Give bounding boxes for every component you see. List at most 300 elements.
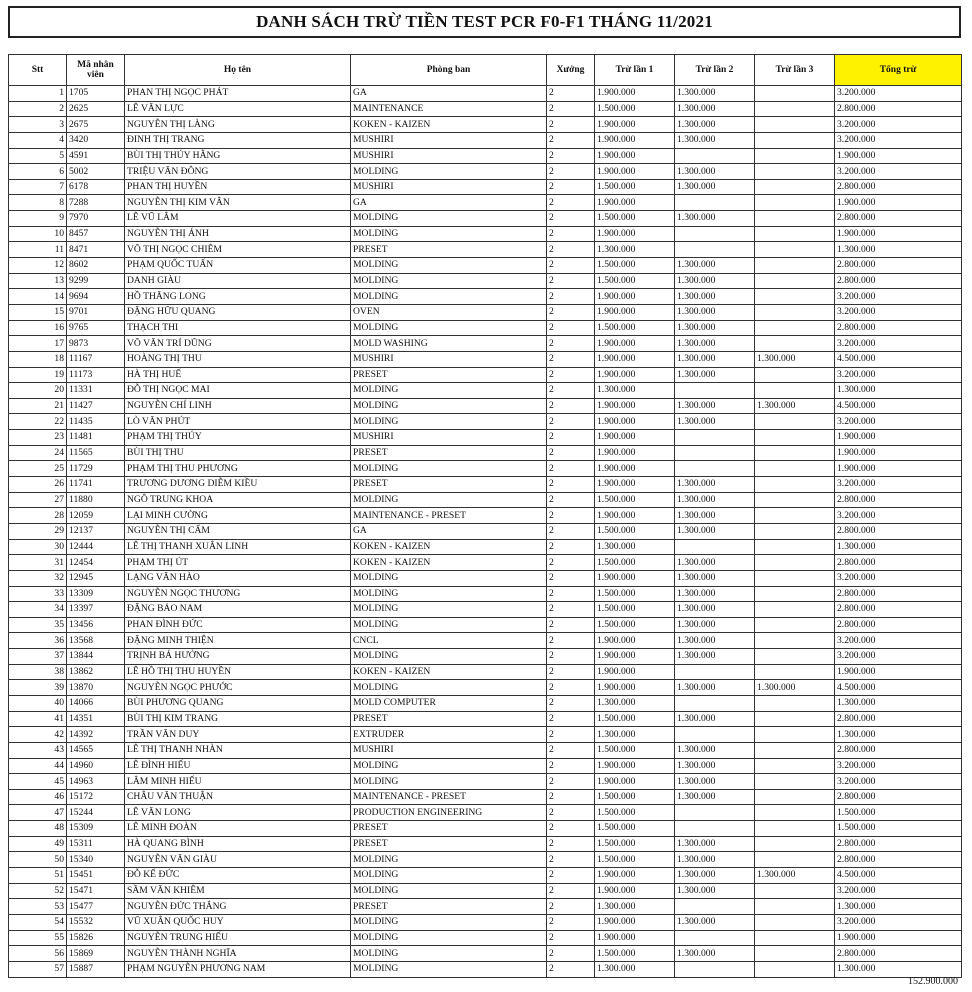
table-row xyxy=(9,430,962,446)
table-row xyxy=(9,336,962,352)
deduction-3-cell xyxy=(755,789,835,805)
deduction-2-cell: 1.300.000 xyxy=(675,742,755,758)
deduction-2-cell: 1.300.000 xyxy=(675,273,755,289)
employee-code-cell: 13397 xyxy=(67,602,125,618)
department-cell: OVEN xyxy=(351,304,547,320)
deduction-3-cell: 1.300.000 xyxy=(755,680,835,696)
deduction-3-cell xyxy=(755,649,835,665)
deduction-2-cell: 1.300.000 xyxy=(675,868,755,884)
full-name-cell: ĐINH THỊ TRANG xyxy=(125,132,351,148)
total-deduction-cell: 1.900.000 xyxy=(835,195,962,211)
full-name-cell: LÊ MINH ĐOÀN xyxy=(125,821,351,837)
deduction-2-cell xyxy=(675,539,755,555)
total-deduction-cell: 3.200.000 xyxy=(835,774,962,790)
workshop-cell: 2 xyxy=(547,398,595,414)
row-number: 35 xyxy=(9,617,67,633)
employee-code-cell: 11173 xyxy=(67,367,125,383)
row-number: 46 xyxy=(9,789,67,805)
full-name-cell: NGUYỄN CHÍ LINH xyxy=(125,398,351,414)
table-row xyxy=(9,617,962,633)
deduction-1-cell: 1.900.000 xyxy=(595,304,675,320)
deduction-2-cell: 1.300.000 xyxy=(675,320,755,336)
workshop-cell: 2 xyxy=(547,539,595,555)
full-name-cell: NGUYỄN NGỌC THƯƠNG xyxy=(125,586,351,602)
deduction-2-cell: 1.300.000 xyxy=(675,398,755,414)
full-name-cell: PHAN ĐÌNH ĐỨC xyxy=(125,617,351,633)
full-name-cell: LẠNG VĂN HÀO xyxy=(125,570,351,586)
workshop-cell: 2 xyxy=(547,351,595,367)
deduction-1-cell: 1.900.000 xyxy=(595,86,675,102)
deduction-2-cell: 1.300.000 xyxy=(675,789,755,805)
table-row xyxy=(9,758,962,774)
deduction-2-cell: 1.300.000 xyxy=(675,680,755,696)
department-cell: KOKEN - KAIZEN xyxy=(351,664,547,680)
row-number: 26 xyxy=(9,477,67,493)
workshop-cell: 2 xyxy=(547,586,595,602)
row-number: 22 xyxy=(9,414,67,430)
row-number: 27 xyxy=(9,492,67,508)
full-name-cell: BÙI THỊ KIM TRANG xyxy=(125,711,351,727)
deduction-3-cell xyxy=(755,883,835,899)
full-name-cell: PHẠM QUỐC TUẤN xyxy=(125,258,351,274)
department-cell: MOLDING xyxy=(351,758,547,774)
table-row xyxy=(9,461,962,477)
deduction-2-cell xyxy=(675,195,755,211)
table-row xyxy=(9,695,962,711)
full-name-cell: PHẠM NGUYỄN PHƯƠNG NAM xyxy=(125,961,351,977)
row-number: 20 xyxy=(9,383,67,399)
employee-code-cell: 13568 xyxy=(67,633,125,649)
table-row xyxy=(9,320,962,336)
deduction-2-cell xyxy=(675,226,755,242)
department-cell: MUSHIRI xyxy=(351,351,547,367)
total-deduction-cell: 1.900.000 xyxy=(835,930,962,946)
deduction-3-cell xyxy=(755,445,835,461)
deduction-2-cell: 1.300.000 xyxy=(675,414,755,430)
table-row xyxy=(9,742,962,758)
department-cell: MOLDING xyxy=(351,492,547,508)
total-deduction-cell: 1.900.000 xyxy=(835,430,962,446)
deduction-3-cell xyxy=(755,211,835,227)
employee-code-cell: 8471 xyxy=(67,242,125,258)
table-row xyxy=(9,273,962,289)
employee-code-cell: 8457 xyxy=(67,226,125,242)
employee-code-cell: 13870 xyxy=(67,680,125,696)
deduction-2-cell: 1.300.000 xyxy=(675,211,755,227)
table-row xyxy=(9,523,962,539)
deduction-2-cell: 1.300.000 xyxy=(675,633,755,649)
deduction-1-cell: 1.500.000 xyxy=(595,617,675,633)
full-name-cell: PHẠM THỊ ÚT xyxy=(125,555,351,571)
deduction-3-cell xyxy=(755,633,835,649)
deduction-3-cell xyxy=(755,899,835,915)
total-deduction-cell: 4.500.000 xyxy=(835,868,962,884)
full-name-cell: PHẠM THỊ THÚY xyxy=(125,430,351,446)
deduction-2-cell xyxy=(675,930,755,946)
row-number: 14 xyxy=(9,289,67,305)
deduction-2-cell: 1.300.000 xyxy=(675,289,755,305)
employee-code-cell: 15172 xyxy=(67,789,125,805)
deduction-3-cell xyxy=(755,774,835,790)
employee-code-cell: 3420 xyxy=(67,132,125,148)
deduction-1-cell: 1.500.000 xyxy=(595,320,675,336)
row-number: 18 xyxy=(9,351,67,367)
table-row xyxy=(9,930,962,946)
deduction-1-cell: 1.500.000 xyxy=(595,555,675,571)
deduction-3-cell xyxy=(755,617,835,633)
deduction-1-cell: 1.900.000 xyxy=(595,774,675,790)
total-deduction-cell: 3.200.000 xyxy=(835,508,962,524)
table-row xyxy=(9,398,962,414)
table-row xyxy=(9,117,962,133)
header-row xyxy=(9,55,962,86)
department-cell: EXTRUDER xyxy=(351,727,547,743)
full-name-cell: BÙI THỊ THÚY HẰNG xyxy=(125,148,351,164)
table-body xyxy=(9,86,962,978)
department-cell: MOLDING xyxy=(351,211,547,227)
deduction-3-cell xyxy=(755,336,835,352)
deduction-2-cell xyxy=(675,148,755,164)
full-name-cell: TRỊNH BÁ HƯỞNG xyxy=(125,649,351,665)
deduction-2-cell: 1.300.000 xyxy=(675,711,755,727)
table-row xyxy=(9,789,962,805)
employee-code-cell: 12444 xyxy=(67,539,125,555)
employee-code-cell: 13862 xyxy=(67,664,125,680)
table-row xyxy=(9,492,962,508)
employee-code-cell: 15826 xyxy=(67,930,125,946)
deduction-1-cell: 1.300.000 xyxy=(595,242,675,258)
table-row xyxy=(9,101,962,117)
deduction-3-cell xyxy=(755,164,835,180)
employee-code-cell: 8602 xyxy=(67,258,125,274)
row-number: 4 xyxy=(9,132,67,148)
workshop-cell: 2 xyxy=(547,258,595,274)
row-number: 30 xyxy=(9,539,67,555)
workshop-cell: 2 xyxy=(547,789,595,805)
table-row xyxy=(9,664,962,680)
table-row xyxy=(9,148,962,164)
row-number: 12 xyxy=(9,258,67,274)
table-row xyxy=(9,445,962,461)
total-deduction-cell: 3.200.000 xyxy=(835,117,962,133)
table-header xyxy=(9,55,962,86)
total-deduction-cell: 2.800.000 xyxy=(835,101,962,117)
full-name-cell: HÀ QUANG BÌNH xyxy=(125,836,351,852)
full-name-cell: LÊ THỊ THANH XUÂN LINH xyxy=(125,539,351,555)
workshop-cell: 2 xyxy=(547,836,595,852)
deduction-1-cell: 1.900.000 xyxy=(595,883,675,899)
table-row xyxy=(9,946,962,962)
department-cell: GA xyxy=(351,86,547,102)
full-name-cell: HỒ THĂNG LONG xyxy=(125,289,351,305)
deduction-3-cell xyxy=(755,258,835,274)
department-cell: PRESET xyxy=(351,242,547,258)
total-deduction-cell: 2.800.000 xyxy=(835,946,962,962)
table-row xyxy=(9,961,962,977)
full-name-cell: SẦM VĂN KHIÊM xyxy=(125,883,351,899)
total-deduction-cell: 2.800.000 xyxy=(835,273,962,289)
row-number: 13 xyxy=(9,273,67,289)
deduction-2-cell: 1.300.000 xyxy=(675,774,755,790)
deduction-2-cell xyxy=(675,961,755,977)
total-deduction-cell: 3.200.000 xyxy=(835,86,962,102)
header-stt: Stt xyxy=(9,55,67,86)
workshop-cell: 2 xyxy=(547,523,595,539)
deduction-2-cell: 1.300.000 xyxy=(675,617,755,633)
deduction-2-cell: 1.300.000 xyxy=(675,367,755,383)
employee-code-cell: 5002 xyxy=(67,164,125,180)
department-cell: MOLDING xyxy=(351,258,547,274)
department-cell: PRESET xyxy=(351,367,547,383)
employee-code-cell: 9701 xyxy=(67,304,125,320)
deduction-2-cell: 1.300.000 xyxy=(675,946,755,962)
table-row xyxy=(9,383,962,399)
department-cell: MUSHIRI xyxy=(351,179,547,195)
table-row xyxy=(9,649,962,665)
deduction-1-cell: 1.900.000 xyxy=(595,398,675,414)
workshop-cell: 2 xyxy=(547,899,595,915)
row-number: 36 xyxy=(9,633,67,649)
row-number: 54 xyxy=(9,914,67,930)
full-name-cell: NGUYỄN NGỌC PHƯỚC xyxy=(125,680,351,696)
deduction-1-cell: 1.900.000 xyxy=(595,508,675,524)
deduction-1-cell: 1.500.000 xyxy=(595,602,675,618)
deduction-3-cell xyxy=(755,320,835,336)
deduction-3-cell xyxy=(755,430,835,446)
full-name-cell: LÊ VŨ LÂM xyxy=(125,211,351,227)
table-row xyxy=(9,226,962,242)
total-deduction-cell: 3.200.000 xyxy=(835,633,962,649)
workshop-cell: 2 xyxy=(547,226,595,242)
row-number: 43 xyxy=(9,742,67,758)
full-name-cell: ĐỖ KẾ ĐỨC xyxy=(125,868,351,884)
full-name-cell: VÕ VĂN TRÍ DŨNG xyxy=(125,336,351,352)
deduction-3-cell xyxy=(755,539,835,555)
total-deduction-cell: 2.800.000 xyxy=(835,179,962,195)
full-name-cell: BÙI THỊ THU xyxy=(125,445,351,461)
workshop-cell: 2 xyxy=(547,289,595,305)
full-name-cell: THẠCH THI xyxy=(125,320,351,336)
department-cell: MOLDING xyxy=(351,946,547,962)
full-name-cell: ĐẶNG BẢO NAM xyxy=(125,602,351,618)
total-deduction-cell: 2.800.000 xyxy=(835,258,962,274)
workshop-cell: 2 xyxy=(547,148,595,164)
employee-code-cell: 15869 xyxy=(67,946,125,962)
workshop-cell: 2 xyxy=(547,961,595,977)
deduction-1-cell: 1.500.000 xyxy=(595,523,675,539)
workshop-cell: 2 xyxy=(547,117,595,133)
full-name-cell: ĐỖ THỊ NGỌC MAI xyxy=(125,383,351,399)
department-cell: MOLDING xyxy=(351,649,547,665)
sheet-title: DANH SÁCH TRỪ TIỀN TEST PCR F0-F1 THÁNG 11/2021 xyxy=(8,6,961,38)
deduction-2-cell: 1.300.000 xyxy=(675,258,755,274)
employee-code-cell: 6178 xyxy=(67,179,125,195)
deduction-3-cell: 1.300.000 xyxy=(755,868,835,884)
workshop-cell: 2 xyxy=(547,508,595,524)
department-cell: MAINTENANCE xyxy=(351,101,547,117)
employee-code-cell: 11481 xyxy=(67,430,125,446)
row-number: 2 xyxy=(9,101,67,117)
employee-code-cell: 12137 xyxy=(67,523,125,539)
full-name-cell: NGUYỄN THÀNH NGHĨA xyxy=(125,946,351,962)
employee-code-cell: 15477 xyxy=(67,899,125,915)
department-cell: MOLD WASHING xyxy=(351,336,547,352)
table-row xyxy=(9,242,962,258)
total-deduction-cell: 3.200.000 xyxy=(835,304,962,320)
row-number: 1 xyxy=(9,86,67,102)
total-deduction-cell: 2.800.000 xyxy=(835,211,962,227)
row-number: 9 xyxy=(9,211,67,227)
table-row xyxy=(9,680,962,696)
full-name-cell: LẠI MINH CƯỜNG xyxy=(125,508,351,524)
full-name-cell: NGUYỄN TRUNG HIẾU xyxy=(125,930,351,946)
workshop-cell: 2 xyxy=(547,179,595,195)
deduction-3-cell xyxy=(755,117,835,133)
table-row xyxy=(9,477,962,493)
deduction-1-cell: 1.500.000 xyxy=(595,711,675,727)
deduction-1-cell: 1.900.000 xyxy=(595,758,675,774)
deduction-table xyxy=(8,54,962,978)
full-name-cell: PHAN THỊ NGỌC PHÁT xyxy=(125,86,351,102)
deduction-2-cell: 1.300.000 xyxy=(675,852,755,868)
deduction-1-cell: 1.900.000 xyxy=(595,649,675,665)
table-row xyxy=(9,211,962,227)
deduction-1-cell: 1.900.000 xyxy=(595,336,675,352)
row-number: 7 xyxy=(9,179,67,195)
table-row xyxy=(9,179,962,195)
full-name-cell: NGUYỄN VĂN GIÀU xyxy=(125,852,351,868)
total-deduction-cell: 1.500.000 xyxy=(835,821,962,837)
deduction-2-cell: 1.300.000 xyxy=(675,477,755,493)
deduction-1-cell: 1.900.000 xyxy=(595,680,675,696)
workshop-cell: 2 xyxy=(547,711,595,727)
table-row xyxy=(9,132,962,148)
employee-code-cell: 4591 xyxy=(67,148,125,164)
employee-code-cell: 13844 xyxy=(67,649,125,665)
row-number: 45 xyxy=(9,774,67,790)
deduction-3-cell xyxy=(755,132,835,148)
row-number: 41 xyxy=(9,711,67,727)
department-cell: MUSHIRI xyxy=(351,742,547,758)
deduction-3-cell xyxy=(755,570,835,586)
total-deduction-cell: 3.200.000 xyxy=(835,289,962,305)
employee-code-cell: 12059 xyxy=(67,508,125,524)
workshop-cell: 2 xyxy=(547,304,595,320)
row-number: 16 xyxy=(9,320,67,336)
deduction-3-cell xyxy=(755,148,835,164)
department-cell: MUSHIRI xyxy=(351,430,547,446)
deduction-3-cell xyxy=(755,946,835,962)
department-cell: MOLDING xyxy=(351,602,547,618)
full-name-cell: ĐẶNG HỮU QUANG xyxy=(125,304,351,320)
full-name-cell: NGUYỄN ĐỨC THẮNG xyxy=(125,899,351,915)
deduction-3-cell xyxy=(755,742,835,758)
total-deduction-cell: 3.200.000 xyxy=(835,570,962,586)
full-name-cell: NGUYỄN THỊ KIM VÂN xyxy=(125,195,351,211)
row-number: 19 xyxy=(9,367,67,383)
total-deduction-cell: 2.800.000 xyxy=(835,523,962,539)
deduction-1-cell: 1.900.000 xyxy=(595,445,675,461)
employee-code-cell: 15244 xyxy=(67,805,125,821)
deduction-2-cell xyxy=(675,899,755,915)
department-cell: MOLDING xyxy=(351,680,547,696)
deduction-1-cell: 1.500.000 xyxy=(595,273,675,289)
deduction-3-cell xyxy=(755,195,835,211)
row-number: 44 xyxy=(9,758,67,774)
row-number: 40 xyxy=(9,695,67,711)
total-deduction-cell: 1.300.000 xyxy=(835,539,962,555)
deduction-3-cell xyxy=(755,555,835,571)
total-deduction-cell: 1.900.000 xyxy=(835,148,962,164)
total-deduction-cell: 2.800.000 xyxy=(835,711,962,727)
deduction-1-cell: 1.300.000 xyxy=(595,727,675,743)
deduction-1-cell: 1.900.000 xyxy=(595,117,675,133)
department-cell: MOLDING xyxy=(351,914,547,930)
full-name-cell: HOÀNG THỊ THU xyxy=(125,351,351,367)
table-row xyxy=(9,258,962,274)
department-cell: MOLDING xyxy=(351,868,547,884)
total-deduction-cell: 3.200.000 xyxy=(835,336,962,352)
total-deduction-cell: 2.800.000 xyxy=(835,836,962,852)
department-cell: MOLDING xyxy=(351,570,547,586)
employee-code-cell: 15451 xyxy=(67,868,125,884)
deduction-2-cell xyxy=(675,727,755,743)
workshop-cell: 2 xyxy=(547,273,595,289)
department-cell: PRESET xyxy=(351,477,547,493)
total-deduction-cell: 2.800.000 xyxy=(835,586,962,602)
deduction-2-cell: 1.300.000 xyxy=(675,336,755,352)
department-cell: MOLDING xyxy=(351,320,547,336)
total-deduction-cell: 1.900.000 xyxy=(835,461,962,477)
row-number: 11 xyxy=(9,242,67,258)
row-number: 34 xyxy=(9,602,67,618)
table-row xyxy=(9,868,962,884)
workshop-cell: 2 xyxy=(547,492,595,508)
deduction-2-cell: 1.300.000 xyxy=(675,570,755,586)
deduction-2-cell xyxy=(675,805,755,821)
row-number: 53 xyxy=(9,899,67,915)
employee-code-cell: 11741 xyxy=(67,477,125,493)
table-row xyxy=(9,367,962,383)
total-deduction-cell: 2.800.000 xyxy=(835,789,962,805)
deduction-3-cell: 1.300.000 xyxy=(755,351,835,367)
deduction-2-cell: 1.300.000 xyxy=(675,586,755,602)
department-cell: MOLDING xyxy=(351,398,547,414)
deduction-3-cell xyxy=(755,602,835,618)
row-number: 21 xyxy=(9,398,67,414)
total-deduction-cell: 1.300.000 xyxy=(835,899,962,915)
total-deduction-cell: 1.300.000 xyxy=(835,961,962,977)
row-number: 25 xyxy=(9,461,67,477)
workshop-cell: 2 xyxy=(547,132,595,148)
deduction-1-cell: 1.300.000 xyxy=(595,695,675,711)
workshop-cell: 2 xyxy=(547,86,595,102)
department-cell: MOLDING xyxy=(351,774,547,790)
employee-code-cell: 14960 xyxy=(67,758,125,774)
deduction-1-cell: 1.900.000 xyxy=(595,226,675,242)
full-name-cell: VÕ THỊ NGỌC CHIÊM xyxy=(125,242,351,258)
department-cell: MUSHIRI xyxy=(351,148,547,164)
full-name-cell: NGUYỄN THỊ LÀNG xyxy=(125,117,351,133)
department-cell: MOLDING xyxy=(351,289,547,305)
department-cell: PRESET xyxy=(351,711,547,727)
deduction-1-cell: 1.900.000 xyxy=(595,351,675,367)
workshop-cell: 2 xyxy=(547,555,595,571)
row-number: 29 xyxy=(9,523,67,539)
workshop-cell: 2 xyxy=(547,946,595,962)
deduction-1-cell: 1.500.000 xyxy=(595,852,675,868)
table-row xyxy=(9,805,962,821)
